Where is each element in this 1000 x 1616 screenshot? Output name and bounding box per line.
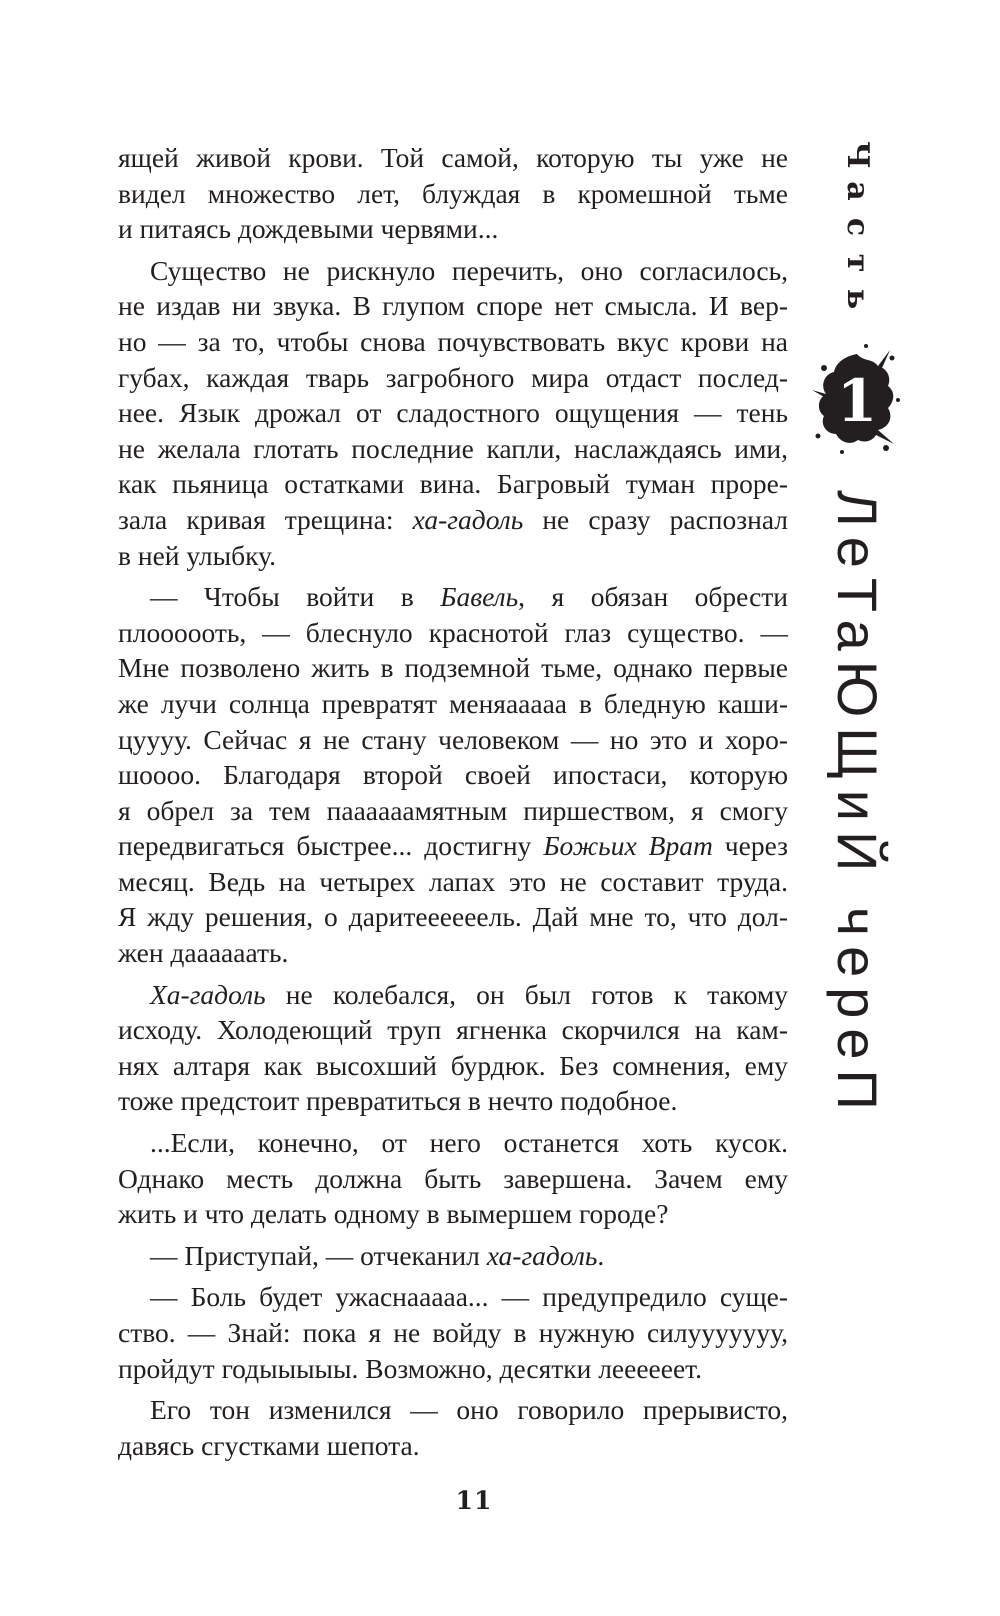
text-line: тоже предстоит превратиться в нечто подобное. bbox=[118, 1085, 678, 1117]
text-line: передвигаться быстрее... достигну Божьих Врат через bbox=[118, 830, 788, 862]
page-number: 11 bbox=[455, 1486, 493, 1515]
part-letter: Ч bbox=[840, 141, 875, 169]
text-line: в ней улыбку. bbox=[118, 539, 276, 571]
text-line: Существо не рискнуло перечить, оно согласилось, bbox=[150, 254, 788, 286]
part-label bbox=[812, 140, 902, 330]
paragraph bbox=[118, 579, 788, 971]
text-line: нее. Язык дрожал от сладостного ощущения — тень bbox=[118, 397, 788, 429]
text-line: и питаясь дождевыми червями... bbox=[118, 213, 499, 245]
text-line: я обрел за тем паааааамятным пиршеством, я смогу bbox=[118, 794, 788, 826]
text-line: ство. — Знай: пока я не войду в нужную силууууууу, bbox=[118, 1317, 788, 1348]
text-line: же лучи солнца превратят меняааааа в бледную каши- bbox=[118, 687, 788, 719]
text-line: Однако месть должна быть завершена. Зачем ему bbox=[118, 1162, 788, 1194]
text-line: ящей живой крови. Той самой, которую ты уже не bbox=[118, 142, 788, 173]
text-line: как пьяница остатками вина. Багровый туман проре- bbox=[118, 468, 788, 500]
paragraph bbox=[118, 1279, 788, 1386]
text-line: исходу. Холодеющий труп ягненка скорчился на кам- bbox=[118, 1014, 788, 1046]
running-head bbox=[812, 140, 902, 1200]
text-line: цуууу. Сейчас я не стану человеком — но это и хоро- bbox=[118, 723, 788, 755]
text-line: Ха-гадоль не колебался, он был готов к такому bbox=[150, 978, 788, 1010]
text-line: губах, каждая тварь загробного мира отдаст послед- bbox=[118, 361, 788, 393]
text-line: но — за то, чтобы снова почувствовать вкус крови на bbox=[118, 325, 788, 357]
text-line: не желала глотать последние капли, наслаждаясь ими, bbox=[118, 432, 788, 464]
text-line: — Чтобы войти в Бавель, я обязан обрести bbox=[150, 581, 789, 613]
text-line: жить и что делать одному в вымершем городе? bbox=[118, 1198, 669, 1230]
body-text bbox=[118, 140, 788, 1463]
paragraph bbox=[118, 977, 788, 1119]
text-line: — Боль будет ужаснааааа... — предупредило суще- bbox=[150, 1281, 788, 1313]
paragraph bbox=[118, 1125, 788, 1232]
text-line: ...Если, конечно, от него останется хоть кусок. bbox=[150, 1127, 788, 1159]
paragraph bbox=[118, 1392, 788, 1463]
part-letter: а bbox=[840, 181, 875, 201]
text-line: нях алтаря как высохший бурдюк. Без сомнения, ему bbox=[118, 1049, 788, 1081]
text-line: пройдут годыыыыы. Возможно, десятки леееееет. bbox=[118, 1352, 702, 1384]
book-title: ЛеТаЮЩиЙ череП bbox=[826, 490, 889, 1120]
paragraph bbox=[118, 140, 788, 247]
part-letter: т bbox=[840, 253, 875, 273]
part-letter: с bbox=[840, 217, 875, 237]
text-line: видел множество лет, блуждая в кромешной тьме bbox=[118, 177, 788, 209]
text-line: месяц. Ведь на четырех лапах это не составит труда. bbox=[118, 865, 788, 897]
text-line: не издав ни звука. В глупом споре нет смысла. И вер- bbox=[118, 290, 788, 322]
paragraph bbox=[118, 1238, 788, 1274]
text-line: жен даааааать. bbox=[118, 937, 289, 969]
text-line: — Приступай, — отчеканил ха-гадоль. bbox=[150, 1239, 605, 1271]
text-line: плоооооть, — блеснуло краснотой глаз существо. — bbox=[118, 616, 788, 648]
text-line: зала кривая трещина: ха-гадоль не сразу распознал bbox=[118, 503, 788, 535]
part-letter: ь bbox=[840, 288, 875, 310]
text-line: давясь сгустками шепота. bbox=[118, 1429, 420, 1461]
text-line: Мне позволено жить в подземной тьме, однако первые bbox=[118, 652, 788, 684]
text-line: шоооо. Благодаря второй своей ипостаси, которую bbox=[118, 759, 788, 791]
text-line: Его тон изменился — оно говорило прерывисто, bbox=[150, 1394, 788, 1426]
text-line: Я жду решения, о даритеееееель. Дай мне то, что дол- bbox=[118, 901, 788, 933]
paragraph bbox=[118, 253, 788, 573]
part-number: 1 bbox=[836, 367, 878, 435]
